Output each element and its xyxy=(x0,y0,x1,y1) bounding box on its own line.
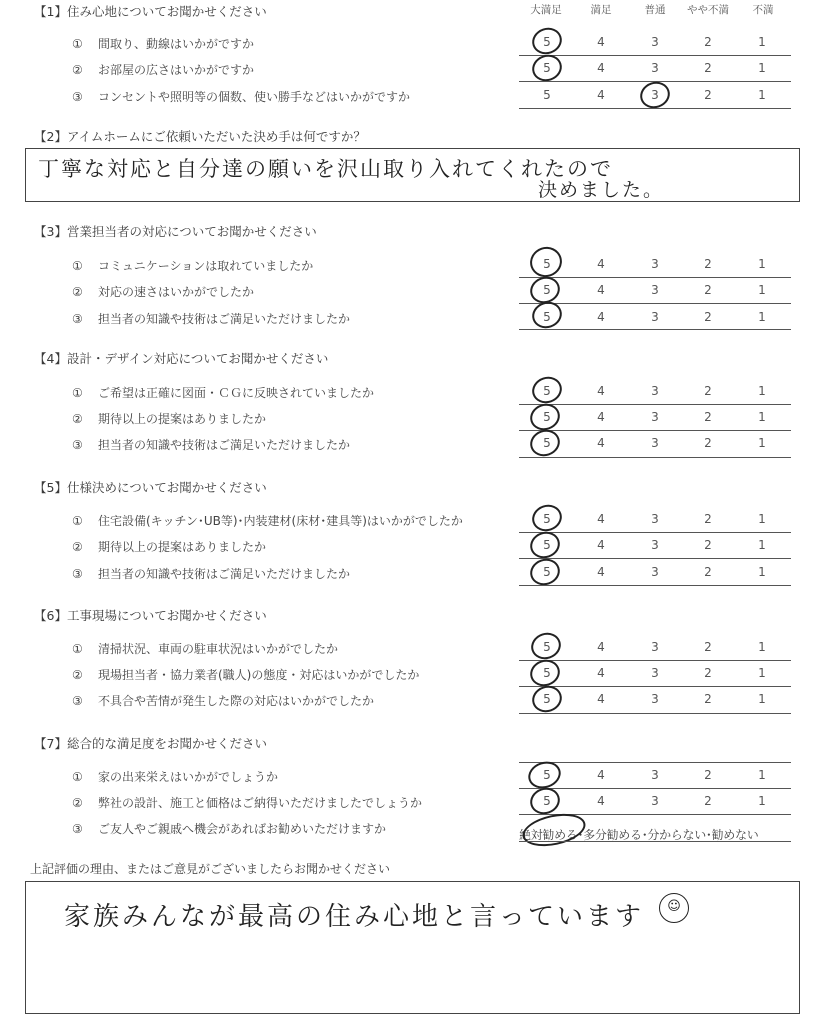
score-3[interactable]: 3 xyxy=(651,512,659,526)
question-label: ③ 不具合や苦情が発生した際の対応はいかがでしたか xyxy=(72,694,375,708)
section-5-title: 【5】仕様決めについてお聞かせください xyxy=(34,480,267,495)
score-3[interactable]: 3 xyxy=(651,436,659,450)
divider xyxy=(519,404,791,405)
score-3[interactable]: 3 xyxy=(651,61,659,75)
score-1[interactable]: 1 xyxy=(758,35,766,49)
question-label: ③ 担当者の知識や技術はご満足いただけましたか xyxy=(72,567,351,581)
question-label: ① ご希望は正確に図面・ＣＧに反映されていましたか xyxy=(72,386,375,400)
section-6-title: 【6】工事現場についてお聞かせください xyxy=(34,608,267,623)
divider xyxy=(519,660,791,661)
score-2[interactable]: 2 xyxy=(704,257,712,271)
score-1[interactable]: 1 xyxy=(758,310,766,324)
score-5[interactable]: 5 xyxy=(543,310,551,324)
score-3[interactable]: 3 xyxy=(651,794,659,808)
score-4[interactable]: 4 xyxy=(597,768,605,782)
scale-header-very-satisfied: 大満足 xyxy=(530,4,562,16)
score-1[interactable]: 1 xyxy=(758,666,766,680)
score-3[interactable]: 3 xyxy=(651,35,659,49)
score-1[interactable]: 1 xyxy=(758,565,766,579)
section-1-title: 【1】住み心地についてお聞かせください xyxy=(34,4,267,19)
selection-circle xyxy=(528,629,565,663)
score-4[interactable]: 4 xyxy=(597,666,605,680)
question-label: ② 期待以上の提案はありましたか xyxy=(72,412,267,426)
score-1[interactable]: 1 xyxy=(758,410,766,424)
score-2[interactable]: 2 xyxy=(704,436,712,450)
score-2[interactable]: 2 xyxy=(704,512,712,526)
score-5[interactable]: 5 xyxy=(543,565,551,579)
score-3[interactable]: 3 xyxy=(651,692,659,706)
score-2[interactable]: 2 xyxy=(704,538,712,552)
score-3[interactable]: 3 xyxy=(651,538,659,552)
question-label: ③ 担当者の知識や技術はご満足いただけましたか xyxy=(72,312,351,326)
score-5[interactable]: 5 xyxy=(543,640,551,654)
score-2[interactable]: 2 xyxy=(704,565,712,579)
divider xyxy=(519,277,791,278)
selection-circle xyxy=(529,501,566,535)
selection-circle xyxy=(526,243,566,281)
question-label: ① 住宅設備(キッチン･UB等)･内装建材(床材･建具等)はいかがでしたか xyxy=(72,514,463,528)
score-1[interactable]: 1 xyxy=(758,384,766,398)
question-label: ③ ご友人やご親戚へ機会があればお勧めいただけますか xyxy=(72,822,387,836)
smiley-icon: ☺ xyxy=(659,893,689,923)
divider xyxy=(519,841,791,842)
selection-circle xyxy=(529,24,566,58)
score-1[interactable]: 1 xyxy=(758,794,766,808)
score-4[interactable]: 4 xyxy=(597,692,605,706)
score-4[interactable]: 4 xyxy=(597,61,605,75)
section-7-title: 【7】総合的な満足度をお聞かせください xyxy=(34,736,267,751)
score-5[interactable]: 5 xyxy=(543,61,551,75)
question-label: ② お部屋の広さはいかがですか xyxy=(72,63,255,77)
selection-circle xyxy=(527,784,564,818)
score-1[interactable]: 1 xyxy=(758,283,766,297)
score-3[interactable]: 3 xyxy=(651,410,659,424)
score-2[interactable]: 2 xyxy=(704,640,712,654)
selection-circle xyxy=(527,555,564,589)
score-3[interactable]: 3 xyxy=(651,640,659,654)
handwritten-answer-line1: 丁寧な対応と自分達の願いを沢山取り入れてくれたので xyxy=(38,157,613,181)
divider xyxy=(519,558,791,559)
deciding-factor-answer-box[interactable] xyxy=(25,148,800,202)
question-label: ① 間取り、動線はいかがですか xyxy=(72,37,255,51)
score-4[interactable]: 4 xyxy=(597,538,605,552)
score-5[interactable]: 5 xyxy=(543,88,551,102)
scale-header-neutral: 普通 xyxy=(644,4,666,16)
handwritten-comment: 家族みんなが最高の住み心地と言っています xyxy=(64,902,645,932)
selection-circle xyxy=(637,78,674,112)
divider xyxy=(519,457,791,458)
divider xyxy=(519,329,791,330)
selection-circle xyxy=(529,51,566,85)
recommend-options[interactable]: 絶対勧める･多分勧める･分からない･勧めない xyxy=(519,828,759,842)
score-2[interactable]: 2 xyxy=(704,283,712,297)
score-1[interactable]: 1 xyxy=(758,88,766,102)
score-4[interactable]: 4 xyxy=(597,794,605,808)
scale-header-satisfied: 満足 xyxy=(590,4,612,16)
divider xyxy=(519,686,791,687)
score-4[interactable]: 4 xyxy=(597,384,605,398)
score-5[interactable]: 5 xyxy=(543,512,551,526)
question-label: ② 期待以上の提案はありましたか xyxy=(72,540,267,554)
score-4[interactable]: 4 xyxy=(597,310,605,324)
question-label: ② 現場担当者・協力業者(職人)の態度・対応はいかがでしたか xyxy=(72,668,420,682)
score-2[interactable]: 2 xyxy=(704,692,712,706)
question-label: ① コミュニケーションは取れていましたか xyxy=(72,259,314,273)
score-3[interactable]: 3 xyxy=(651,666,659,680)
score-1[interactable]: 1 xyxy=(758,512,766,526)
score-2[interactable]: 2 xyxy=(704,384,712,398)
divider xyxy=(519,303,791,304)
divider xyxy=(519,430,791,431)
score-1[interactable]: 1 xyxy=(758,768,766,782)
divider xyxy=(519,108,791,109)
score-3[interactable]: 3 xyxy=(651,768,659,782)
divider xyxy=(519,55,791,56)
score-5[interactable]: 5 xyxy=(543,283,551,297)
score-2[interactable]: 2 xyxy=(704,666,712,680)
score-5[interactable]: 5 xyxy=(543,768,551,782)
score-5[interactable]: 5 xyxy=(543,35,551,49)
score-4[interactable]: 4 xyxy=(597,410,605,424)
score-5[interactable]: 5 xyxy=(543,794,551,808)
score-5[interactable]: 5 xyxy=(543,257,551,271)
score-5[interactable]: 5 xyxy=(543,666,551,680)
selection-circle xyxy=(520,809,589,852)
section-2-title: 【2】アイムホームにご依頼いただいた決め手は何ですか？ xyxy=(34,129,366,144)
selection-circle xyxy=(529,682,566,716)
score-4[interactable]: 4 xyxy=(597,565,605,579)
score-5[interactable]: 5 xyxy=(543,384,551,398)
score-4[interactable]: 4 xyxy=(597,88,605,102)
scale-header-somewhat-dissatisfied: やや不満 xyxy=(687,4,729,16)
score-5[interactable]: 5 xyxy=(543,538,551,552)
score-2[interactable]: 2 xyxy=(704,794,712,808)
score-3[interactable]: 3 xyxy=(651,283,659,297)
question-label: ① 家の出来栄えはいかがでしょうか xyxy=(72,770,279,784)
divider xyxy=(519,713,791,714)
score-3[interactable]: 3 xyxy=(651,257,659,271)
question-label: ③ 担当者の知識や技術はご満足いただけましたか xyxy=(72,438,351,452)
divider xyxy=(519,532,791,533)
score-4[interactable]: 4 xyxy=(597,35,605,49)
handwritten-answer-line2: 決めました。 xyxy=(538,179,665,201)
score-2[interactable]: 2 xyxy=(704,410,712,424)
score-4[interactable]: 4 xyxy=(597,640,605,654)
selection-circle xyxy=(529,373,566,407)
score-1[interactable]: 1 xyxy=(758,640,766,654)
score-3[interactable]: 3 xyxy=(651,384,659,398)
scale-header-dissatisfied: 不満 xyxy=(752,4,774,16)
score-5[interactable]: 5 xyxy=(543,410,551,424)
score-1[interactable]: 1 xyxy=(758,692,766,706)
score-3[interactable]: 3 xyxy=(651,88,659,102)
score-3[interactable]: 3 xyxy=(651,565,659,579)
score-2[interactable]: 2 xyxy=(704,88,712,102)
comments-label: 上記評価の理由、またはご意見がございましたらお聞かせください xyxy=(30,862,391,876)
score-2[interactable]: 2 xyxy=(704,61,712,75)
score-5[interactable]: 5 xyxy=(543,692,551,706)
question-label: ② 対応の速さはいかがでしたか xyxy=(72,285,255,299)
score-4[interactable]: 4 xyxy=(597,283,605,297)
section-3-title: 【3】営業担当者の対応についてお聞かせください xyxy=(34,224,317,239)
score-4[interactable]: 4 xyxy=(597,257,605,271)
score-1[interactable]: 1 xyxy=(758,61,766,75)
selection-circle xyxy=(527,528,564,562)
divider xyxy=(519,788,791,789)
question-label: ③ コンセントや照明等の個数、使い勝手などはいかがですか xyxy=(72,90,411,104)
score-2[interactable]: 2 xyxy=(704,35,712,49)
score-1[interactable]: 1 xyxy=(758,538,766,552)
score-5[interactable]: 5 xyxy=(543,436,551,450)
score-2[interactable]: 2 xyxy=(704,310,712,324)
score-4[interactable]: 4 xyxy=(597,512,605,526)
score-1[interactable]: 1 xyxy=(758,436,766,450)
question-label: ② 弊社の設計、施工と価格はご納得いただけましたでしょうか xyxy=(72,796,423,810)
divider xyxy=(519,762,791,763)
score-3[interactable]: 3 xyxy=(651,310,659,324)
question-label: ① 清掃状況、車両の駐車状況はいかがでしたか xyxy=(72,642,339,656)
score-4[interactable]: 4 xyxy=(597,436,605,450)
divider xyxy=(519,585,791,586)
score-2[interactable]: 2 xyxy=(704,768,712,782)
section-4-title: 【4】設計・デザイン対応についてお聞かせください xyxy=(34,351,329,366)
selection-circle xyxy=(527,426,564,460)
score-1[interactable]: 1 xyxy=(758,257,766,271)
